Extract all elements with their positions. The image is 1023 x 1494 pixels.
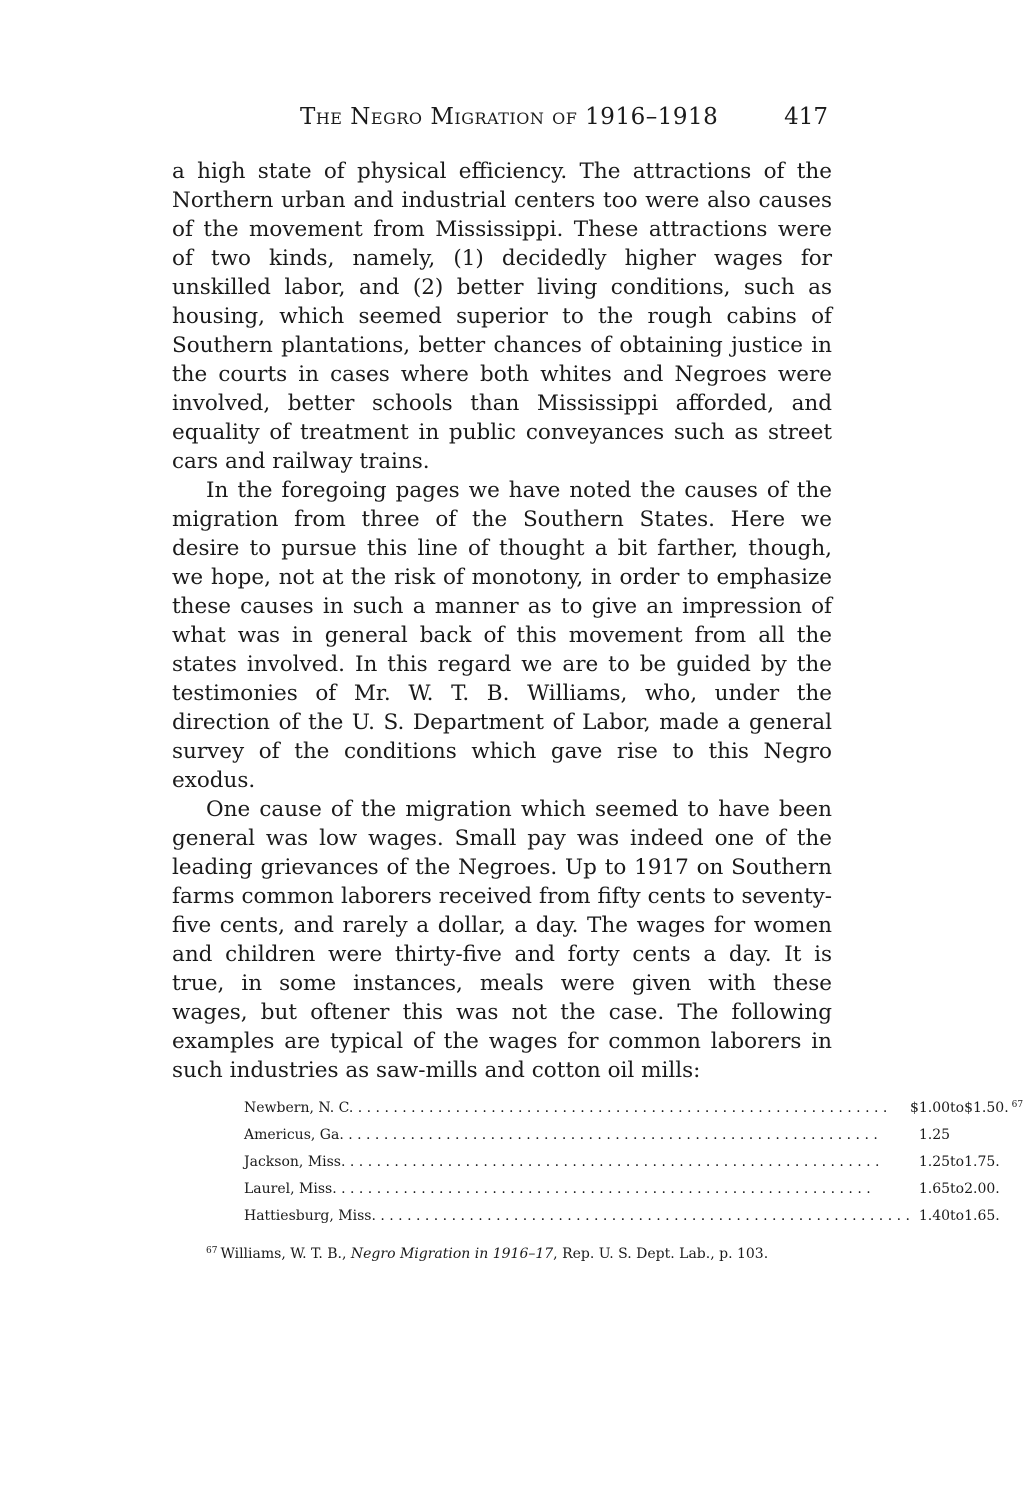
wage-high-value: 1.75. (964, 1154, 1000, 1170)
wage-place (244, 1174, 910, 1201)
wage-high-value: 1.65. (964, 1208, 1000, 1224)
wage-high-value: 2.00. (964, 1181, 1000, 1197)
wage-place (244, 1147, 910, 1174)
wage-place-label: Laurel, Miss. (244, 1181, 337, 1197)
wage-row (244, 1147, 1023, 1174)
wage-place-label: Jackson, Miss. (244, 1154, 346, 1170)
footnote-reference: 67 (1011, 1100, 1023, 1110)
wage-high (964, 1174, 1023, 1201)
wage-high (964, 1120, 1023, 1147)
running-head-title: The Negro Migration of 1916–1918 (300, 104, 719, 130)
wage-place (244, 1201, 910, 1228)
body-text (172, 157, 832, 1085)
footnote-number: 67 (206, 1246, 218, 1256)
wage-row (244, 1174, 1023, 1201)
dot-leader: . . . . . . . . . . . . . . . . . . . . . . . . . . . . . . . . . . . . . . . . . . . . . . . . . . . . . . . . . . . . (336, 1181, 871, 1197)
footnote (172, 1240, 832, 1265)
page (172, 100, 1023, 1265)
wage-row (244, 1201, 1023, 1228)
wage-to: to (950, 1208, 965, 1224)
wage-table (244, 1093, 1023, 1228)
wage-table-body (244, 1093, 1023, 1228)
page-number: 417 (784, 104, 828, 130)
wage-row (244, 1093, 1023, 1120)
wage-to: to (950, 1100, 965, 1116)
wage-low: 1.25 (918, 1127, 951, 1143)
dot-leader: . . . . . . . . . . . . . . . . . . . . . . . . . . . . . . . . . . . . . . . . . . . . . . . . . . . . . . . . . . . . (353, 1100, 888, 1116)
paragraph-1: a high state of physical efficiency. The attractions of the Northern urban and industrial centers too were also causes of the movement from Mississippi. These attractions were of two kinds, namely, (1) decidedly higher wages for unskilled labor, and (2) better living conditions, such as housing, which seemed superior to the rough cabins of Southern plantations, better chances of obtaining justice in the courts in cases where both whites and Negroes were involved, better schools than Mississippi afforded, and equality of treatment in public conveyances such as street cars and railway trains. (172, 159, 832, 474)
wage-low: 1.65 (918, 1181, 951, 1197)
wage-high (964, 1147, 1023, 1174)
wage-low: $1.00 (909, 1100, 951, 1116)
wage-place (244, 1093, 910, 1120)
paragraph-2: In the foregoing pages we have noted the causes of the migration from three of the Southern States. Here we desire to pursue this line of thought a bit farther, though, we hope, not at the risk of monotony, in order to emphasize these causes in such a manner as to give an impression of what was in general back of this movement from all the states involved. In this regard we are to be guided by the testimonies of Mr. W. T. B. Williams, who, under the direction of the U. S. Department of Labor, made a general survey of the conditions which gave rise to this Negro exodus. (172, 478, 832, 793)
dot-leader: . . . . . . . . . . . . . . . . . . . . . . . . . . . . . . . . . . . . . . . . . . . . . . . . . . . . . . . . . . . . (345, 1154, 880, 1170)
wage-high (964, 1093, 1023, 1120)
wage-high-value: $1.50. (964, 1100, 1009, 1116)
wage-row (244, 1120, 1023, 1147)
paragraph-3: One cause of the migration which seemed to have been general was low wages. Small pay was indeed one of the leading grievances of the Negroes. Up to 1917 on Southern farms common laborers received from fifty cents to seventy-five cents, and rarely a dollar, a day. The wages for women and children were thirty-five and forty cents a day. It is true, in some instances, meals were given with these wages, but oftener this was not the case. The following examples are typical of the wages for common laborers in such industries as saw-mills and cotton oil mills: (172, 797, 832, 1083)
wage-to: to (950, 1181, 965, 1197)
wage-low: 1.25 (918, 1154, 951, 1170)
footnote-author: Williams, W. T. B., (220, 1246, 351, 1262)
wage-place (244, 1120, 910, 1147)
wage-place-label: Newbern, N. C. (244, 1100, 354, 1116)
wage-to: to (950, 1154, 965, 1170)
wage-high (964, 1201, 1023, 1228)
wage-place-label: Americus, Ga. (244, 1127, 344, 1143)
footnote-title: Negro Migration in 1916–17 (350, 1246, 554, 1262)
running-head (172, 100, 832, 140)
dot-leader: . . . . . . . . . . . . . . . . . . . . . . . . . . . . . . . . . . . . . . . . . . . . . . . . . . . . . . . . . . . . (343, 1127, 878, 1143)
wage-place-label: Hattiesburg, Miss. (244, 1208, 376, 1224)
dot-leader: . . . . . . . . . . . . . . . . . . . . . . . . . . . . . . . . . . . . . . . . . . . . . . . . . . . . . . . . . . . . (375, 1208, 910, 1224)
wage-low: 1.40 (918, 1208, 951, 1224)
footnote-publication: , Rep. U. S. Dept. Lab., p. 103. (553, 1246, 769, 1262)
wage-to (950, 1120, 964, 1147)
